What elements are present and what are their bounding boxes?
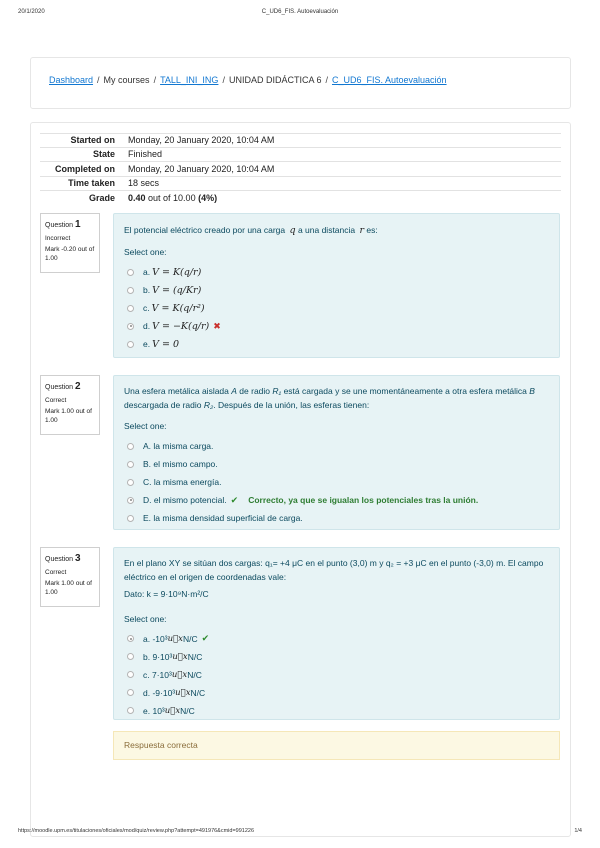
correct-check-icon: ✔ (201, 633, 210, 644)
question-prefix: Question (45, 556, 74, 563)
option-formula: V = 0 (152, 338, 179, 350)
question-mark: Mark 1.00 out of 1.00 (45, 580, 92, 597)
answer-option-selected[interactable] (124, 630, 549, 648)
answer-option-selected[interactable] (124, 491, 549, 509)
breadcrumb-separator: / (222, 75, 225, 85)
option-text: 9·10³ (152, 651, 173, 662)
text-segment: . Después de la unión, las esferas tienen: (213, 399, 370, 410)
print-date: 20/1/2020 (18, 9, 45, 15)
summary-row-state (40, 148, 561, 163)
unit-vector: u⃗x (175, 687, 191, 698)
answer-list (124, 630, 549, 720)
breadcrumb-separator: / (325, 75, 328, 85)
summary-label: Started on (70, 135, 115, 146)
print-title: C_UD6_FIS. Autoevaluación (261, 9, 339, 15)
option-letter: e. (143, 705, 151, 716)
grade-score: 0.40 (128, 193, 146, 204)
option-letter: b. (143, 651, 151, 662)
radio-button[interactable] (127, 653, 134, 660)
answer-option[interactable] (124, 335, 549, 353)
answer-option[interactable] (124, 684, 549, 702)
option-letter: b. (143, 285, 151, 296)
question-state: Correct (45, 568, 67, 576)
option-unit: N/C (187, 651, 203, 662)
option-letter: E. (143, 513, 152, 524)
print-page-number: 1/4 (574, 828, 582, 834)
option-letter: A. (143, 441, 152, 452)
radio-button[interactable] (127, 341, 134, 348)
breadcrumb-panel (30, 57, 571, 109)
answer-option[interactable] (124, 509, 549, 527)
summary-label: Grade (88, 193, 115, 204)
var-r: r (359, 225, 365, 236)
option-letter: c. (143, 303, 150, 314)
question-2-content (113, 375, 560, 530)
breadcrumb-quiz-link[interactable]: C_UD6_FIS. Autoevaluación (331, 75, 447, 85)
print-url: https://moodle.upm.es/titulaciones/oficiales/mod/quiz/review.php?attempt=491976&cmid=991226 (18, 828, 255, 834)
print-footer (18, 828, 582, 838)
option-unit: N/C (190, 687, 206, 698)
radio-button[interactable] (127, 269, 134, 276)
var-r2: R₂ (203, 399, 214, 410)
attempt-summary-table (40, 133, 561, 206)
option-unit: N/C (187, 669, 202, 680)
question-state: Correct (45, 396, 67, 404)
option-text: 10³ (152, 705, 165, 716)
answer-option[interactable] (124, 648, 549, 666)
question-3-content (113, 547, 560, 720)
unit-vector: u⃗x (172, 651, 188, 662)
question-number (45, 218, 95, 232)
grade-percent: (4%) (198, 193, 218, 204)
summary-label: Completed on (55, 163, 115, 174)
general-feedback: Respuesta correcta (113, 731, 560, 760)
select-one-label: Select one: (124, 421, 167, 432)
option-letter: c. (143, 669, 150, 680)
option-letter: d. (143, 321, 151, 332)
option-text: -10³ (152, 633, 168, 644)
question-mark: Mark -0.20 out of 1.00 (45, 246, 95, 263)
option-letter: a. (143, 267, 151, 278)
radio-button[interactable] (127, 443, 134, 450)
question-text (124, 223, 549, 238)
question-mark: Mark 1.00 out of 1.00 (45, 408, 92, 425)
summary-value: Finished (128, 149, 163, 160)
answer-option[interactable] (124, 455, 549, 473)
summary-row-started (40, 133, 561, 148)
unit-vector: u⃗x (164, 705, 181, 716)
summary-value: Monday, 20 January 2020, 10:04 AM (128, 135, 275, 146)
question-3-info (40, 547, 100, 607)
question-number-value: 3 (74, 553, 81, 564)
option-formula: V = (q/Kr) (152, 284, 202, 296)
summary-value (122, 193, 217, 203)
summary-value: Monday, 20 January 2020, 10:04 AM (128, 163, 275, 174)
answer-option[interactable] (124, 473, 549, 491)
breadcrumb (49, 75, 447, 85)
question-prefix: Question (45, 222, 74, 229)
question-1-info (40, 213, 100, 273)
summary-label: Time taken (68, 178, 115, 189)
unit-vector: u⃗x (167, 633, 183, 644)
option-letter: C. (143, 477, 152, 488)
breadcrumb-unit[interactable]: UNIDAD DIDÁCTICA 6 (228, 75, 322, 85)
summary-value: 18 secs (128, 178, 160, 189)
answer-list (124, 437, 549, 527)
summary-row-time (40, 177, 561, 192)
answer-option-selected[interactable] (124, 317, 549, 335)
radio-button-checked[interactable] (127, 323, 134, 330)
option-text: 7·10³ (152, 669, 172, 680)
print-header (18, 9, 582, 19)
question-text (124, 385, 549, 412)
unit-vector: u⃗x (171, 669, 188, 680)
option-formula: V = K(q/r²) (151, 302, 205, 314)
breadcrumb-course-link[interactable]: TALL_INI_ING (160, 75, 219, 85)
option-formula: V = K(q/r) (152, 266, 202, 278)
radio-button-checked[interactable] (127, 497, 134, 504)
option-text: la misma energía. (153, 477, 222, 488)
option-text: la misma densidad superficial de carga. (153, 513, 303, 524)
answer-list (124, 263, 549, 353)
answer-option[interactable] (124, 702, 549, 720)
option-letter: a. (143, 633, 151, 644)
radio-button[interactable] (127, 287, 134, 294)
breadcrumb-dashboard-link[interactable]: Dashboard (49, 75, 94, 85)
option-text: el mismo campo. (153, 459, 218, 470)
option-letter: e. (143, 339, 151, 350)
answer-option[interactable] (124, 299, 549, 317)
var-b: B (529, 386, 535, 396)
summary-label: State (92, 149, 115, 160)
radio-button-checked[interactable] (127, 635, 134, 642)
text-segment: Una esfera metálica aislada (124, 386, 232, 396)
select-one-label: Select one: (124, 247, 167, 258)
question-number (45, 380, 95, 394)
text-segment: El potencial eléctrico creado por una carga (124, 225, 288, 235)
question-number (45, 552, 95, 566)
correct-check-icon: ✔ (230, 494, 239, 505)
var-a: A (231, 386, 237, 396)
option-feedback: Correcto, ya que se igualan los potenciales tras la unión. (248, 495, 479, 506)
text-segment: descargada de radio (124, 399, 204, 410)
question-number-value: 1 (74, 219, 81, 230)
breadcrumb-separator: / (153, 75, 157, 85)
text-segment: de radio (236, 386, 273, 396)
summary-row-completed (40, 162, 561, 177)
text-segment: es: (364, 225, 378, 235)
question-text: En el plano XY se sitúan dos cargas: q₁= +4 μC en el punto (3,0) m y q₂ = +3 μC en el punto (-3,0) m. El campo eléctrico en el origen de coordenadas vale: (124, 558, 544, 582)
option-text: el mismo potencial. (153, 495, 227, 506)
option-letter: d. (143, 687, 151, 698)
radio-button[interactable] (127, 689, 134, 696)
option-text: la misma carga. (153, 441, 214, 452)
grade-out-of: out of 10.00 (145, 193, 199, 204)
radio-button[interactable] (127, 479, 134, 486)
answer-option[interactable] (124, 263, 549, 281)
incorrect-icon: ✖ (213, 320, 221, 331)
radio-button[interactable] (127, 461, 134, 468)
var-r1: R₁ (272, 386, 282, 396)
summary-row-grade (40, 191, 561, 206)
option-formula: V = −K(q/r) (152, 320, 210, 332)
option-letter: D. (143, 495, 152, 506)
breadcrumb-separator: / (97, 75, 100, 85)
select-one-label: Select one: (124, 613, 167, 624)
radio-button[interactable] (127, 707, 134, 714)
option-letter: B. (143, 459, 152, 470)
radio-button[interactable] (127, 671, 134, 678)
option-text: -9·10³ (152, 687, 176, 698)
option-unit: N/C (180, 705, 195, 716)
answer-option[interactable] (124, 666, 549, 684)
var-q: q (289, 225, 296, 236)
question-data: Dato: k = 9·10⁹N·m²/C (124, 589, 209, 600)
answer-option[interactable] (124, 281, 549, 299)
breadcrumb-my-courses[interactable]: My courses (103, 75, 150, 85)
text-segment: está cargada y se une momentáneamente a otra esfera metálica (281, 386, 530, 396)
question-prefix: Question (45, 384, 74, 391)
question-number-value: 2 (74, 381, 81, 392)
radio-button[interactable] (127, 305, 134, 312)
option-unit: N/C (182, 633, 198, 644)
question-state: Incorrect (45, 234, 71, 242)
question-2-info (40, 375, 100, 435)
answer-option[interactable] (124, 437, 549, 455)
radio-button[interactable] (127, 515, 134, 522)
text-segment: a una distancia (295, 225, 358, 235)
question-1-content (113, 213, 560, 358)
